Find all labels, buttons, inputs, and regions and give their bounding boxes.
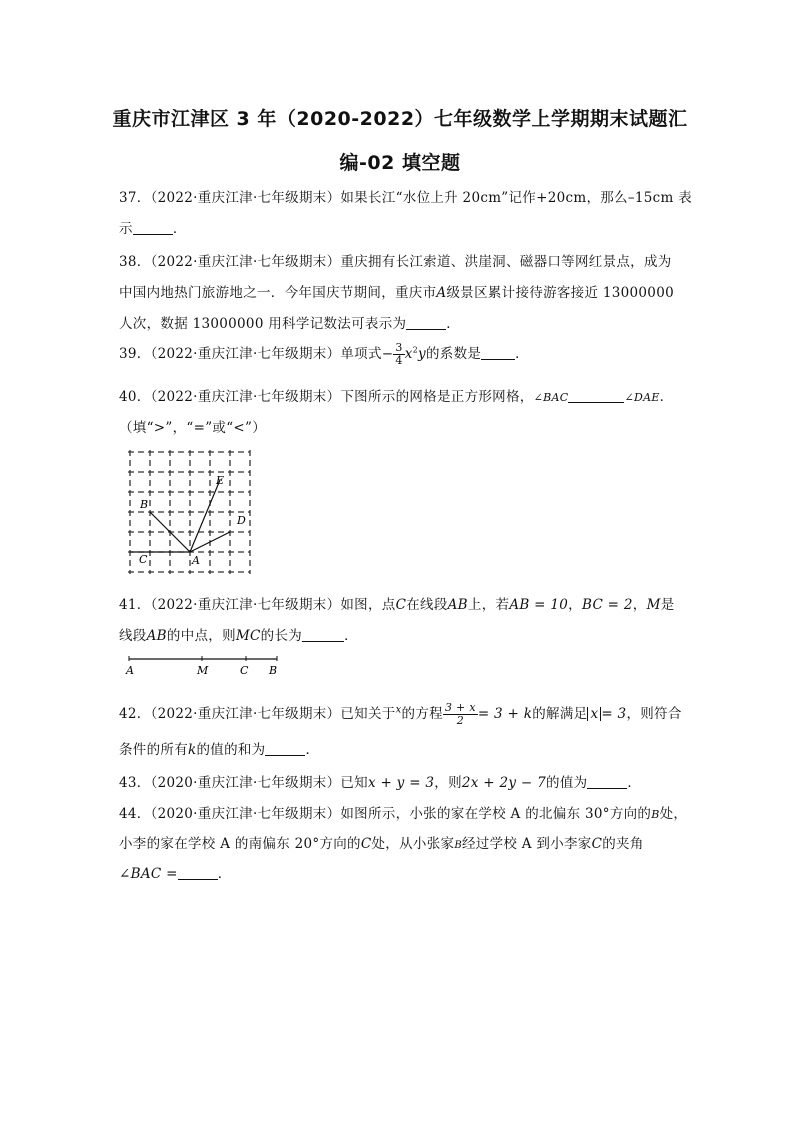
q43-answer-blank[interactable] — [587, 776, 627, 789]
q41-text-c: 上，若 — [467, 597, 510, 613]
q41-answer-blank[interactable] — [302, 629, 344, 642]
segment-point-c: C — [240, 664, 249, 677]
q42-eq2: = 3 — [601, 706, 627, 722]
q41-text-a: 41．（2022·重庆江津·七年级期末）如图，点 — [119, 597, 396, 613]
q42-denominator: 2 — [456, 714, 465, 727]
q38-var-a: A — [436, 285, 447, 301]
q44-b: B — [651, 808, 660, 821]
q41-comma2: ， — [632, 597, 647, 613]
q42-text-c: 的解满足 — [532, 706, 588, 722]
q42-text-e: 条件的所有 — [119, 742, 188, 758]
q39-denominator: 4 — [395, 354, 403, 367]
q38-text-b: 级景区累计接待游客接近 13000000 — [446, 285, 674, 301]
point-b-label: B — [140, 498, 149, 511]
question-42-line1 — [119, 702, 682, 727]
q42-text-g: ． — [305, 742, 320, 758]
q41-text-b: 在线段 — [406, 597, 448, 613]
q39-fraction — [393, 342, 404, 367]
q41-c: C — [395, 597, 407, 613]
q44-text-f: 的夹角 — [602, 836, 644, 852]
q44-text-a: 44．（2020·重庆江津·七年级期末）如图所示，小张的家在学校 A 的北偏东 30°方向的 — [119, 806, 652, 822]
point-a-label: A — [192, 554, 200, 567]
q42-answer-blank[interactable] — [265, 743, 305, 756]
q37-text-a: 示 — [119, 221, 133, 237]
q43-text-b: ，则 — [434, 775, 462, 791]
question-44-line1 — [119, 802, 687, 822]
q41-ab: AB — [447, 597, 468, 613]
q39-minus: − — [381, 346, 394, 362]
question-37-line1: 37．（2022·重庆江津·七年级期末）如果长江“水位上升 20cm”记作+20cm，那么–15cm 表 — [119, 190, 693, 206]
question-41-line1 — [119, 593, 675, 613]
q44-text-d: 处，从小张家 — [371, 836, 455, 852]
q42-text-f: 的值的和为 — [196, 742, 266, 758]
point-d-label: D — [237, 514, 246, 527]
q40-grid-figure — [124, 446, 256, 578]
q42-fraction — [443, 702, 478, 727]
q42-abs-x: x — [587, 707, 601, 721]
q38-text-d: ． — [446, 316, 461, 332]
q37-answer-blank[interactable] — [133, 222, 173, 235]
q41-ab2: AB — [146, 628, 167, 644]
q44-text-c: 小李的家在学校 A 的南偏东 20°方向的 — [119, 836, 361, 852]
q40-angle-dae: ∠DAE — [624, 391, 660, 404]
q39-exponent: 2 — [412, 345, 419, 355]
q42-x: x — [395, 704, 402, 716]
q38-text-a: 中国内地热门旅游地之一．今年国庆节期间，重庆市 — [119, 285, 437, 301]
question-38-line2 — [119, 281, 674, 301]
q44-text-e: 经过学校 A 到小李家 — [461, 836, 592, 852]
q44-answer-blank[interactable] — [178, 867, 218, 880]
question-37-line2 — [119, 217, 187, 237]
q43-expr: 2x + 2y − 7 — [461, 775, 547, 791]
q41-mc: MC — [235, 628, 261, 644]
document-title-line2: 编-02 填空题 — [339, 152, 461, 174]
segment-point-b: B — [269, 664, 278, 677]
q41-text-h: ． — [344, 628, 358, 644]
q43-text-c: 的值为 — [546, 775, 588, 791]
question-38-line3 — [119, 312, 460, 332]
q42-numerator: 3 + x — [444, 701, 476, 714]
question-44-line2 — [119, 832, 644, 852]
q43-text-a: 43．（2020·重庆江津·七年级期末）已知 — [119, 775, 368, 791]
question-44-line3 — [119, 862, 232, 882]
q39-numerator: 3 — [395, 341, 403, 354]
q39-text-b: 的系数是 — [425, 346, 482, 362]
q44-text-b: 处， — [659, 806, 688, 822]
q44-angle: ∠BAC = — [119, 866, 178, 882]
q39-text-a: 39．（2022·重庆江津·七年级期末）单项式 — [119, 346, 382, 362]
q43-eq1: x + y = 3 — [367, 775, 435, 791]
question-40-line1 — [119, 385, 673, 405]
document-title-line1: 重庆市江津区 3 年（2020-2022）七年级数学上学期期末试题汇 — [112, 108, 688, 130]
q41-comma1: ， — [568, 597, 582, 613]
segment-point-m: M — [197, 664, 209, 677]
q44-c2: C — [591, 836, 603, 852]
q41-text-f: 的中点，则 — [166, 628, 236, 644]
q41-text-g: 的长为 — [260, 628, 303, 644]
q42-text-b: 的方程 — [401, 706, 443, 722]
angle-rays — [130, 480, 230, 552]
q42-equation: = 3 + k — [477, 706, 533, 722]
q41-eq1: AB = 10 — [509, 597, 569, 613]
q40-text-a: 40．（2022·重庆江津·七年级期末）下图所示的网格是正方形网格， — [119, 389, 534, 405]
q42-text-a: 42．（2022·重庆江津·七年级期末）已知关于 — [119, 706, 396, 722]
q43-text-d: ． — [627, 775, 642, 791]
question-39 — [119, 342, 529, 367]
q41-text-e: 线段 — [119, 628, 147, 644]
q40-answer-blank[interactable] — [568, 390, 624, 403]
q41-eq2: BC = 2 — [581, 597, 633, 613]
point-e-label: E — [216, 474, 225, 487]
question-40-line2: （填“>”，“=”或“<”） — [119, 420, 267, 436]
q41-m: M — [646, 597, 661, 613]
point-c-label: C — [139, 553, 148, 566]
q37-text-b: ． — [172, 221, 187, 237]
q42-text-d: ，则符合 — [626, 706, 682, 722]
question-43 — [119, 771, 641, 791]
q38-text-c: 人次，数据 13000000 用科学记数法可表示为 — [119, 316, 407, 332]
q41-segment-figure — [122, 652, 287, 678]
q44-b2: B — [454, 840, 462, 851]
q40-angle-bac: ∠BAC — [533, 391, 569, 404]
q39-x: x — [404, 346, 413, 362]
q40-text-b: ． — [659, 389, 674, 405]
q44-c: C — [360, 836, 372, 852]
q39-text-c: ． — [515, 346, 529, 362]
question-38-line1: 38．（2022·重庆江津·七年级期末）重庆拥有长江索道、洪崖洞、磁器口等网红景点，成为 — [119, 254, 672, 270]
question-42-line2 — [119, 738, 319, 758]
question-41-line2 — [119, 624, 358, 644]
q41-text-d: 是 — [660, 597, 675, 613]
q44-text-g: ． — [217, 866, 232, 882]
q39-y: y — [418, 346, 426, 362]
segment-point-a: A — [126, 664, 134, 677]
q38-answer-blank[interactable] — [406, 317, 446, 330]
q39-answer-blank[interactable] — [481, 347, 515, 360]
q42-k: k — [188, 742, 197, 758]
